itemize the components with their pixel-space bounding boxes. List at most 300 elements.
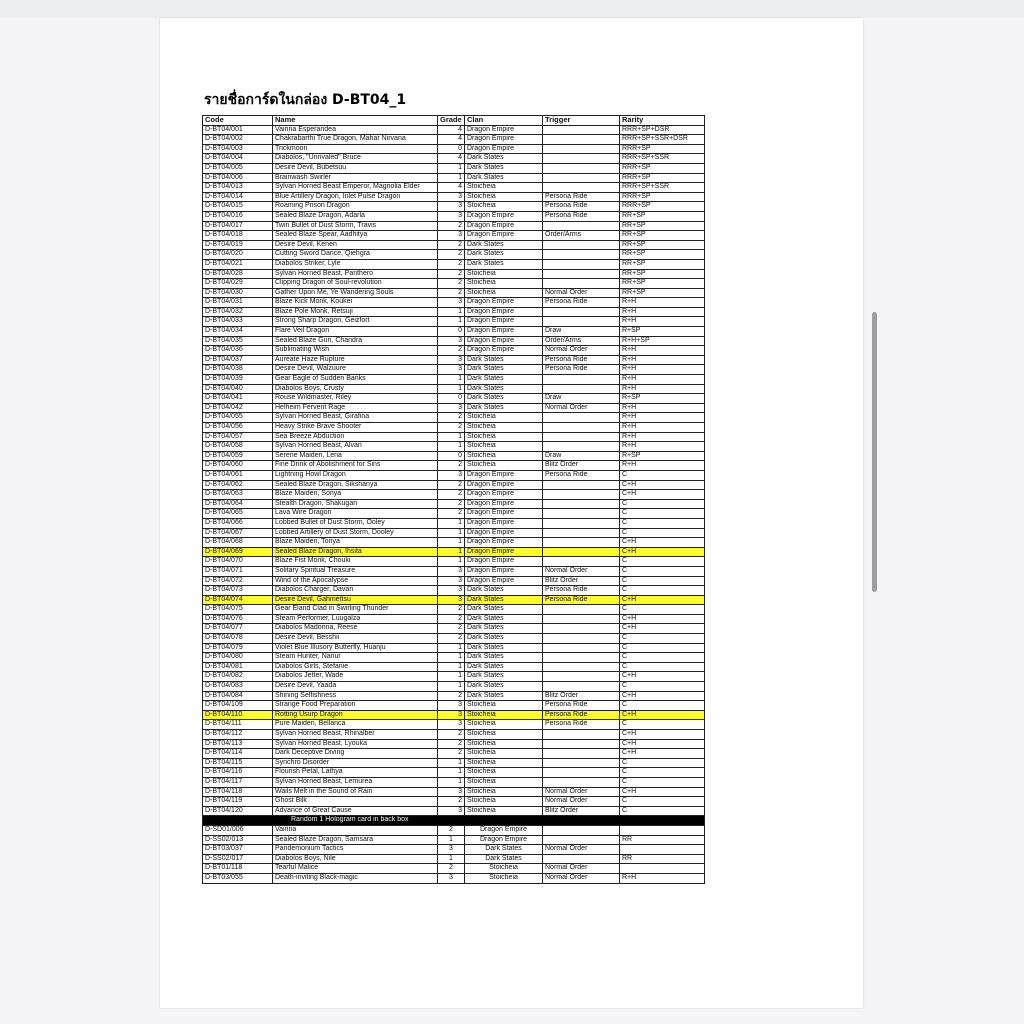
cell-trigger xyxy=(543,432,620,442)
cell-name: Sealed Blaze Dragon, Ihsita xyxy=(273,547,438,557)
cell-grade: 1 xyxy=(438,682,465,692)
cell-rarity: R+H xyxy=(620,317,705,327)
cell-rarity: C xyxy=(620,806,705,816)
cell-grade: 2 xyxy=(438,250,465,260)
cell-trigger: Blitz Order xyxy=(543,806,620,816)
cell-grade: 2 xyxy=(438,269,465,279)
cell-clan: Stoicheia xyxy=(465,288,543,298)
table-row xyxy=(203,154,705,164)
cell-clan: Dragon Empire xyxy=(465,307,543,317)
cell-clan: Stoicheia xyxy=(465,739,543,749)
cell-code: D-BT04/120 xyxy=(203,806,273,816)
cell-grade: 2 xyxy=(438,240,465,250)
cell-rarity: C xyxy=(620,643,705,653)
cell-rarity: RR+SP xyxy=(620,259,705,269)
cell-rarity: RR xyxy=(620,835,705,845)
cell-name: Clipping Dragon of Soul-revolution xyxy=(273,279,438,289)
cell-code: D-BT04/066 xyxy=(203,518,273,528)
cell-grade: 3 xyxy=(438,787,465,797)
cell-rarity: C+H xyxy=(620,749,705,759)
table-row xyxy=(203,777,705,787)
cell-clan: Dark States xyxy=(465,384,543,394)
cell-name: Diabolos Jetter, Wade xyxy=(273,672,438,682)
cell-name: Stealth Dragon, Shakugan xyxy=(273,499,438,509)
cell-grade: 1 xyxy=(438,643,465,653)
cell-name: Blaze Kick Monk, Koukei xyxy=(273,298,438,308)
header-grade: Grade xyxy=(438,116,465,126)
cell-name: Lobbed Bullet of Dust Storm, Ooley xyxy=(273,518,438,528)
table-row xyxy=(203,250,705,260)
cell-code: D-BT04/076 xyxy=(203,614,273,624)
table-row xyxy=(203,825,705,835)
cell-name: Diabolos Boys, Nile xyxy=(273,854,438,864)
cell-grade: 0 xyxy=(438,144,465,154)
cell-clan: Stoicheia xyxy=(465,864,543,874)
cell-rarity: RRR+SP xyxy=(620,192,705,202)
cell-code: D-BT04/003 xyxy=(203,144,273,154)
cell-code: D-BT04/056 xyxy=(203,423,273,433)
cell-name: Dark Deceptive Diving xyxy=(273,749,438,759)
cell-name: Desire Devil, Gahmettsu xyxy=(273,595,438,605)
cell-code: D-BT04/072 xyxy=(203,576,273,586)
cell-clan: Dark States xyxy=(465,845,543,855)
table-row xyxy=(203,605,705,615)
cell-trigger: Persona Ride xyxy=(543,192,620,202)
cell-name: Desire Devil, Walzuure xyxy=(273,365,438,375)
cell-code: D-BT04/041 xyxy=(203,394,273,404)
cell-code: D-BT04/115 xyxy=(203,758,273,768)
cell-clan: Dragon Empire xyxy=(465,211,543,221)
table-row xyxy=(203,288,705,298)
table-row xyxy=(203,336,705,346)
cell-clan: Dark States xyxy=(465,672,543,682)
cell-rarity: C xyxy=(620,682,705,692)
header-name: Name xyxy=(273,116,438,126)
cell-name: Sylvan Horned Beast, Panthero xyxy=(273,269,438,279)
cell-clan: Dragon Empire xyxy=(465,125,543,135)
cell-code: D-BT04/030 xyxy=(203,288,273,298)
cell-rarity: RRR+SP xyxy=(620,163,705,173)
cell-rarity xyxy=(620,825,705,835)
cell-code: D-BT04/071 xyxy=(203,566,273,576)
table-row xyxy=(203,163,705,173)
cell-code: D-BT04/005 xyxy=(203,163,273,173)
cell-grade: 2 xyxy=(438,461,465,471)
cell-clan: Dragon Empire xyxy=(465,327,543,337)
cell-code: D-BT04/116 xyxy=(203,768,273,778)
cell-name: Sylvan Horned Beast, Girafina xyxy=(273,413,438,423)
table-header-row xyxy=(203,116,705,126)
table-row xyxy=(203,528,705,538)
cell-code: D-BT04/015 xyxy=(203,202,273,212)
cell-clan: Stoicheia xyxy=(465,451,543,461)
cell-grade: 1 xyxy=(438,557,465,567)
cell-clan: Dark States xyxy=(465,691,543,701)
cell-name: Desire Devil, Kenen xyxy=(273,240,438,250)
table-row xyxy=(203,720,705,730)
table-row xyxy=(203,576,705,586)
cell-name: Gear Eland Clad in Swirling Thunder xyxy=(273,605,438,615)
table-row xyxy=(203,231,705,241)
cell-rarity: RRR+SP+SSR xyxy=(620,183,705,193)
cell-grade: 3 xyxy=(438,336,465,346)
cell-rarity: C xyxy=(620,566,705,576)
cell-name: Cutting Sword Dance, Qiehgra xyxy=(273,250,438,260)
cell-rarity: C+H xyxy=(620,787,705,797)
table-row xyxy=(203,797,705,807)
cell-grade: 1 xyxy=(438,758,465,768)
cell-grade: 3 xyxy=(438,710,465,720)
cell-trigger xyxy=(543,279,620,289)
table-row xyxy=(203,806,705,816)
cell-trigger xyxy=(543,240,620,250)
cell-clan: Dark States xyxy=(465,403,543,413)
table-row xyxy=(203,662,705,672)
cell-code: D-BT04/067 xyxy=(203,528,273,538)
cell-code: D-BT04/020 xyxy=(203,250,273,260)
cell-code: D-BT04/029 xyxy=(203,279,273,289)
table-row xyxy=(203,768,705,778)
cell-trigger xyxy=(543,490,620,500)
table-row xyxy=(203,144,705,154)
cell-name: Blaze Maiden, Sonya xyxy=(273,490,438,500)
cell-clan: Dragon Empire xyxy=(465,317,543,327)
cell-trigger: Draw xyxy=(543,394,620,404)
cell-trigger xyxy=(543,835,620,845)
cell-code: D-BT04/002 xyxy=(203,135,273,145)
cell-rarity: C+H xyxy=(620,624,705,634)
cell-code: D-BT04/004 xyxy=(203,154,273,164)
cell-grade: 4 xyxy=(438,125,465,135)
cell-grade: 1 xyxy=(438,653,465,663)
cell-name: Synchro Disorder xyxy=(273,758,438,768)
cell-grade: 2 xyxy=(438,490,465,500)
cell-name: Lightning Howl Dragon xyxy=(273,470,438,480)
card-list-table xyxy=(202,115,705,884)
cell-clan: Stoicheia xyxy=(465,279,543,289)
table-row xyxy=(203,653,705,663)
cell-trigger xyxy=(543,250,620,260)
cell-clan: Dark States xyxy=(465,365,543,375)
cell-rarity: RR+SP xyxy=(620,269,705,279)
cell-clan: Dragon Empire xyxy=(465,835,543,845)
cell-grade: 3 xyxy=(438,720,465,730)
cell-trigger: Persona Ride xyxy=(543,202,620,212)
cell-name: Advance of Great Cause xyxy=(273,806,438,816)
cell-trigger: Blitz Order xyxy=(543,691,620,701)
table-row xyxy=(203,547,705,557)
table-row xyxy=(203,173,705,183)
cell-trigger xyxy=(543,221,620,231)
table-row xyxy=(203,221,705,231)
cell-name: Roaming Prison Dragon xyxy=(273,202,438,212)
table-row xyxy=(203,192,705,202)
cell-grade: 2 xyxy=(438,346,465,356)
cell-clan: Stoicheia xyxy=(465,192,543,202)
cell-trigger: Normal Order xyxy=(543,845,620,855)
scrollbar-thumb[interactable] xyxy=(872,312,877,592)
cell-clan: Dragon Empire xyxy=(465,480,543,490)
cell-code: D-BT04/001 xyxy=(203,125,273,135)
cell-code: D-BT04/042 xyxy=(203,403,273,413)
cell-name: Chakrabarthi True Dragon, Mahar Nirvana xyxy=(273,135,438,145)
cell-trigger xyxy=(543,643,620,653)
cell-trigger xyxy=(543,672,620,682)
cell-code: D-BT04/074 xyxy=(203,595,273,605)
table-row xyxy=(203,873,705,883)
cell-code: D-BT04/084 xyxy=(203,691,273,701)
cell-code: D-BT04/081 xyxy=(203,662,273,672)
table-row xyxy=(203,240,705,250)
cell-clan: Stoicheia xyxy=(465,183,543,193)
cell-name: Diabolos, "Unrivaled" Bruce xyxy=(273,154,438,164)
table-row xyxy=(203,835,705,845)
cell-rarity: RR+SP xyxy=(620,250,705,260)
cell-rarity: RRR+SP xyxy=(620,202,705,212)
cell-rarity: R+SP xyxy=(620,327,705,337)
header-trigger: Trigger xyxy=(543,116,620,126)
cell-clan: Dragon Empire xyxy=(465,825,543,835)
cell-rarity: RRR+SP+DSR xyxy=(620,125,705,135)
cell-clan: Dragon Empire xyxy=(465,538,543,548)
cell-code: D-BT04/018 xyxy=(203,231,273,241)
cell-rarity: C xyxy=(620,777,705,787)
cell-clan: Stoicheia xyxy=(465,730,543,740)
cell-trigger xyxy=(543,634,620,644)
cell-trigger: Normal Order xyxy=(543,787,620,797)
cell-trigger xyxy=(543,442,620,452)
table-row xyxy=(203,787,705,797)
cell-clan: Stoicheia xyxy=(465,269,543,279)
cell-code: D-BT04/040 xyxy=(203,384,273,394)
cell-grade: 1 xyxy=(438,662,465,672)
cell-name: Blue Artillery Dragon, Inlet Pulse Dragon xyxy=(273,192,438,202)
cell-rarity: C+H xyxy=(620,672,705,682)
cell-clan: Dragon Empire xyxy=(465,470,543,480)
cell-rarity: C+H xyxy=(620,595,705,605)
table-row xyxy=(203,480,705,490)
cell-trigger xyxy=(543,144,620,154)
cell-code: D-BT04/033 xyxy=(203,317,273,327)
cell-trigger xyxy=(543,499,620,509)
cell-code: D-BT04/070 xyxy=(203,557,273,567)
cell-trigger xyxy=(543,413,620,423)
cell-code: D-BT04/117 xyxy=(203,777,273,787)
cell-trigger xyxy=(543,375,620,385)
cell-name: Sealed Blaze Spear, Aadhitya xyxy=(273,231,438,241)
cell-code: D-BT04/062 xyxy=(203,480,273,490)
table-row xyxy=(203,643,705,653)
cell-code: D-BT04/080 xyxy=(203,653,273,663)
cell-grade: 4 xyxy=(438,183,465,193)
cell-code: D-BT04/075 xyxy=(203,605,273,615)
cell-rarity: C xyxy=(620,470,705,480)
cell-name: Sealed Blaze Dragon, Adarla xyxy=(273,211,438,221)
cell-grade: 1 xyxy=(438,768,465,778)
cell-clan: Dragon Empire xyxy=(465,346,543,356)
cell-grade: 1 xyxy=(438,384,465,394)
cell-grade: 2 xyxy=(438,480,465,490)
cell-rarity: RR+SP xyxy=(620,221,705,231)
cell-name: Fine Drink of Abolishment for Sins xyxy=(273,461,438,471)
cell-trigger xyxy=(543,624,620,634)
cell-rarity: RR+SP xyxy=(620,231,705,241)
cell-clan: Dark States xyxy=(465,624,543,634)
table-row xyxy=(203,595,705,605)
cell-trigger: Persona Ride xyxy=(543,298,620,308)
cell-clan: Dragon Empire xyxy=(465,576,543,586)
cell-grade: 2 xyxy=(438,499,465,509)
cell-grade: 1 xyxy=(438,777,465,787)
cell-grade: 2 xyxy=(438,634,465,644)
cell-name: Sublimating Wish xyxy=(273,346,438,356)
cell-code: D-BT04/019 xyxy=(203,240,273,250)
cell-rarity: RRR+SP+SSR+DSR xyxy=(620,135,705,145)
cell-code: D-BT04/109 xyxy=(203,701,273,711)
cell-trigger xyxy=(543,135,620,145)
cell-grade: 1 xyxy=(438,163,465,173)
cell-trigger: Blitz Order xyxy=(543,461,620,471)
cell-name: Diabolos Boys, Crusty xyxy=(273,384,438,394)
cell-rarity xyxy=(620,845,705,855)
table-row xyxy=(203,854,705,864)
cell-clan: Dragon Empire xyxy=(465,518,543,528)
cell-rarity: C xyxy=(620,720,705,730)
cell-grade: 2 xyxy=(438,279,465,289)
table-row xyxy=(203,259,705,269)
cell-code: D-SD01/006 xyxy=(203,825,273,835)
table-row xyxy=(203,346,705,356)
cell-grade: 3 xyxy=(438,576,465,586)
cell-code: D-BT04/014 xyxy=(203,192,273,202)
cell-name: Sylvan Horned Beast, Rhinalber xyxy=(273,730,438,740)
cell-code: D-BT04/114 xyxy=(203,749,273,759)
table-row xyxy=(203,183,705,193)
cell-trigger: Persona Ride xyxy=(543,211,620,221)
cell-grade: 1 xyxy=(438,442,465,452)
cell-grade: 3 xyxy=(438,365,465,375)
table-row xyxy=(203,614,705,624)
table-row xyxy=(203,739,705,749)
table-row xyxy=(203,538,705,548)
cell-trigger xyxy=(543,384,620,394)
cell-grade: 1 xyxy=(438,307,465,317)
cell-clan: Dragon Empire xyxy=(465,547,543,557)
cell-trigger xyxy=(543,317,620,327)
cell-code: D-BT04/059 xyxy=(203,451,273,461)
table-row xyxy=(203,634,705,644)
cell-grade: 2 xyxy=(438,614,465,624)
cell-rarity: R+H+SP xyxy=(620,336,705,346)
cell-name: Violet Blue Illusory Butterfly, Huanju xyxy=(273,643,438,653)
table-row xyxy=(203,509,705,519)
cell-clan: Dark States xyxy=(465,154,543,164)
table-row xyxy=(203,586,705,596)
cell-name: Sylvan Horned Beast Emperor, Magnolia Elder xyxy=(273,183,438,193)
table-row xyxy=(203,298,705,308)
cell-grade: 2 xyxy=(438,288,465,298)
cell-grade: 3 xyxy=(438,298,465,308)
cell-grade: 3 xyxy=(438,845,465,855)
cell-clan: Dark States xyxy=(465,173,543,183)
cell-grade: 0 xyxy=(438,327,465,337)
cell-grade: 2 xyxy=(438,221,465,231)
table-row xyxy=(203,691,705,701)
cell-name: Shining Selfishness xyxy=(273,691,438,701)
cell-trigger xyxy=(543,768,620,778)
cell-rarity: C xyxy=(620,768,705,778)
cell-clan: Dragon Empire xyxy=(465,557,543,567)
cell-trigger xyxy=(543,509,620,519)
cell-name: Blaze Fist Monk, Chouki xyxy=(273,557,438,567)
cell-grade: 3 xyxy=(438,211,465,221)
cell-code: D-BT04/119 xyxy=(203,797,273,807)
cell-trigger xyxy=(543,605,620,615)
cell-code: D-BT04/064 xyxy=(203,499,273,509)
cell-code: D-BT04/055 xyxy=(203,413,273,423)
cell-name: Brainwash Swirler xyxy=(273,173,438,183)
cell-grade: 1 xyxy=(438,173,465,183)
cell-name: Rotting Usurp Dragon xyxy=(273,710,438,720)
cell-code: D-BT04/063 xyxy=(203,490,273,500)
cell-clan: Stoicheia xyxy=(465,202,543,212)
cell-clan: Dragon Empire xyxy=(465,499,543,509)
table-row xyxy=(203,730,705,740)
cell-trigger xyxy=(543,854,620,864)
cell-name: Vairina Esperaridea xyxy=(273,125,438,135)
cell-trigger xyxy=(543,749,620,759)
cell-name: Tearful Malice xyxy=(273,864,438,874)
cell-name: Aureate Haze Rupture xyxy=(273,355,438,365)
table-row xyxy=(203,749,705,759)
cell-grade: 1 xyxy=(438,317,465,327)
cell-rarity: R+SP xyxy=(620,394,705,404)
cell-name: Sea Breeze Abduction xyxy=(273,432,438,442)
table-row xyxy=(203,211,705,221)
table-row xyxy=(203,279,705,289)
table-row xyxy=(203,355,705,365)
cell-trigger xyxy=(543,682,620,692)
cell-rarity: C xyxy=(620,653,705,663)
cell-clan: Dark States xyxy=(465,375,543,385)
cell-trigger xyxy=(543,653,620,663)
table-row xyxy=(203,327,705,337)
cell-rarity: RR+SP xyxy=(620,279,705,289)
cell-trigger xyxy=(543,125,620,135)
cell-name: Solitary Spiritual Treasure xyxy=(273,566,438,576)
table-row xyxy=(203,451,705,461)
cell-rarity: RR+SP xyxy=(620,240,705,250)
cell-trigger: Normal Order xyxy=(543,288,620,298)
cell-rarity xyxy=(620,864,705,874)
cell-trigger: Blitz Order xyxy=(543,576,620,586)
hologram-separator-row xyxy=(203,816,705,826)
cell-code: D-BT04/077 xyxy=(203,624,273,634)
cell-trigger: Normal Order xyxy=(543,864,620,874)
cell-name: Vairina xyxy=(273,825,438,835)
cell-rarity: C xyxy=(620,528,705,538)
cell-code: D-SS02/013 xyxy=(203,835,273,845)
cell-name: Desire Devil, Besshii xyxy=(273,634,438,644)
cell-clan: Dark States xyxy=(465,259,543,269)
cell-clan: Dragon Empire xyxy=(465,221,543,231)
cell-rarity: R+H xyxy=(620,355,705,365)
cell-rarity: C+H xyxy=(620,730,705,740)
cell-code: D-BT04/032 xyxy=(203,307,273,317)
table-row xyxy=(203,384,705,394)
cell-rarity: C+H xyxy=(620,480,705,490)
table-row xyxy=(203,442,705,452)
